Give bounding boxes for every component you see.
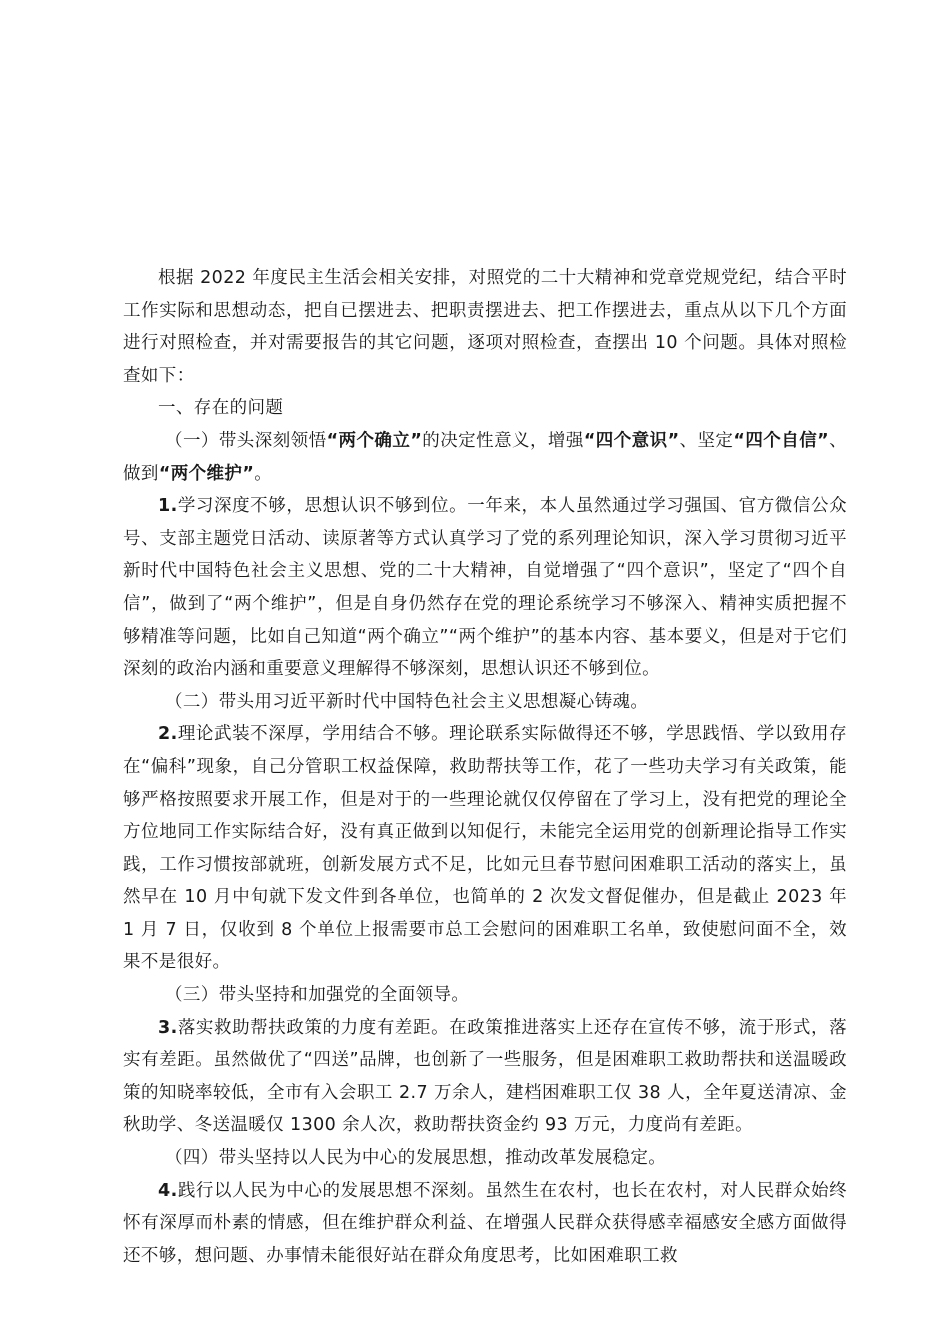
subsection-1-mid-2: 、坚定 (679, 430, 734, 451)
subsection-1-quote-2: “四个意识” (583, 430, 680, 451)
subsection-1-mid-1: 的决定性意义，增强 (422, 430, 584, 451)
subsection-heading-2: （二）带头用习近平新时代中国特色社会主义思想凝心铸魂。 (165, 691, 649, 712)
subsection-1-mid-3: 、做到 (123, 430, 847, 484)
item-text-3: 落实救助帮扶政策的力度有差距。在政策推进落实上还存在宣传不够，流于形式，落实有差距。虽然做优了“四送”品牌，也创新了一些服务，但是困难职工救助帮扶和送温暖政策的知晓率较低，全市有入会职工 2.7 万余人，建档困难职工仅 38 人，全年夏送清凉、金秋助学、冬送温暖仅 1300 余人次，救助帮扶资金约 93 万元，力度尚有差距。 (123, 1017, 847, 1136)
intro-paragraph: 根据 2022 年度民主生活会相关安排，对照党的二十大精神和党章党规党纪，结合平时工作实际和思想动态，把自已摆进去、把职责摆进去、把工作摆进去，重点从以下几个方面进行对照检查，并对需要报告的其它问题，逐项对照检查，查摆出 10 个问题。具体对照检查如下： (123, 268, 847, 386)
item-paragraph-3 (123, 1012, 847, 1142)
item-text-1: 学习深度不够，思想认识不够到位。一年来，本人虽然通过学习强国、官方微信公众号、支部主题党日活动、读原著等方式认真学习了党的系列理论知识，深入学习贯彻习近平新时代中国特色社会主义思想、党的二十大精神，自觉增强了“四个意识”，坚定了“四个自信”，做到了“两个维护”，但是自身仍然存在党的理论系统学习不够深入、精神实质把握不够精准等问题，比如自己知道“两个确立”“两个维护”的基本内容、基本要义，但是对于它们深刻的政治内涵和重要意义理解得不够深刻，思想认识还不够到位。 (123, 496, 847, 680)
subsection-1-quote-1: “两个确立” (326, 430, 423, 451)
item-number-2: 2. (158, 724, 178, 745)
subsection-1-quote-4: “两个维护” (158, 463, 255, 484)
item-number-3: 3. (158, 1017, 178, 1038)
item-text-2: 理论武装不深厚，学用结合不够。理论联系实际做得还不够，学思践悟、学以致用存在“偏科”现象，自己分管职工权益保障，救助帮扶等工作，花了一些功夫学习有关政策，能够严格按照要求开展工作，但是对于的一些理论就仅仅停留在了学习上，没有把党的理论全方位地同工作实际结合好，没有真正做到以知促行，未能完全运用党的创新理论指导工作实践，工作习惯按部就班，创新发展方式不足，比如元旦春节慰问困难职工活动的落实上，虽然早在 10 月中旬就下发文件到各单位，也简单的 2 次发文督促催办，但是截止 2023 年 1 月 7 日，仅收到 8 个单位上报需要市总工会慰问的困难职工名单，致使慰问面不全，效果不是很好。 (123, 724, 847, 973)
subsection-heading-4: （四）带头坚持以人民为中心的发展思想，推动改革发展稳定。 (165, 1148, 667, 1169)
subsection-1-quote-3: “四个自信” (733, 430, 830, 451)
document-body (123, 262, 847, 1272)
subsection-heading-1 (123, 425, 847, 490)
item-paragraph-2 (123, 718, 847, 979)
section-heading: 一、存在的问题 (158, 398, 284, 419)
item-paragraph-1 (123, 490, 847, 686)
subsection-1-prefix: （一）带头深刻领悟 (165, 430, 327, 451)
item-text-4: 践行以人民为中心的发展思想不深刻。虽然生在农村，也长在农村，对人民群众始终怀有深厚而朴素的情感，但在维护群众利益、在增强人民群众获得感幸福感安全感方面做得还不够，想问题、办事情未能很好站在群众角度思考，比如困难职工救 (123, 1180, 847, 1266)
item-paragraph-4 (123, 1175, 847, 1273)
item-number-1: 1. (158, 496, 178, 517)
item-number-4: 4. (158, 1180, 178, 1201)
subsection-1-suffix: 。 (254, 463, 273, 484)
subsection-heading-3: （三）带头坚持和加强党的全面领导。 (165, 985, 470, 1006)
